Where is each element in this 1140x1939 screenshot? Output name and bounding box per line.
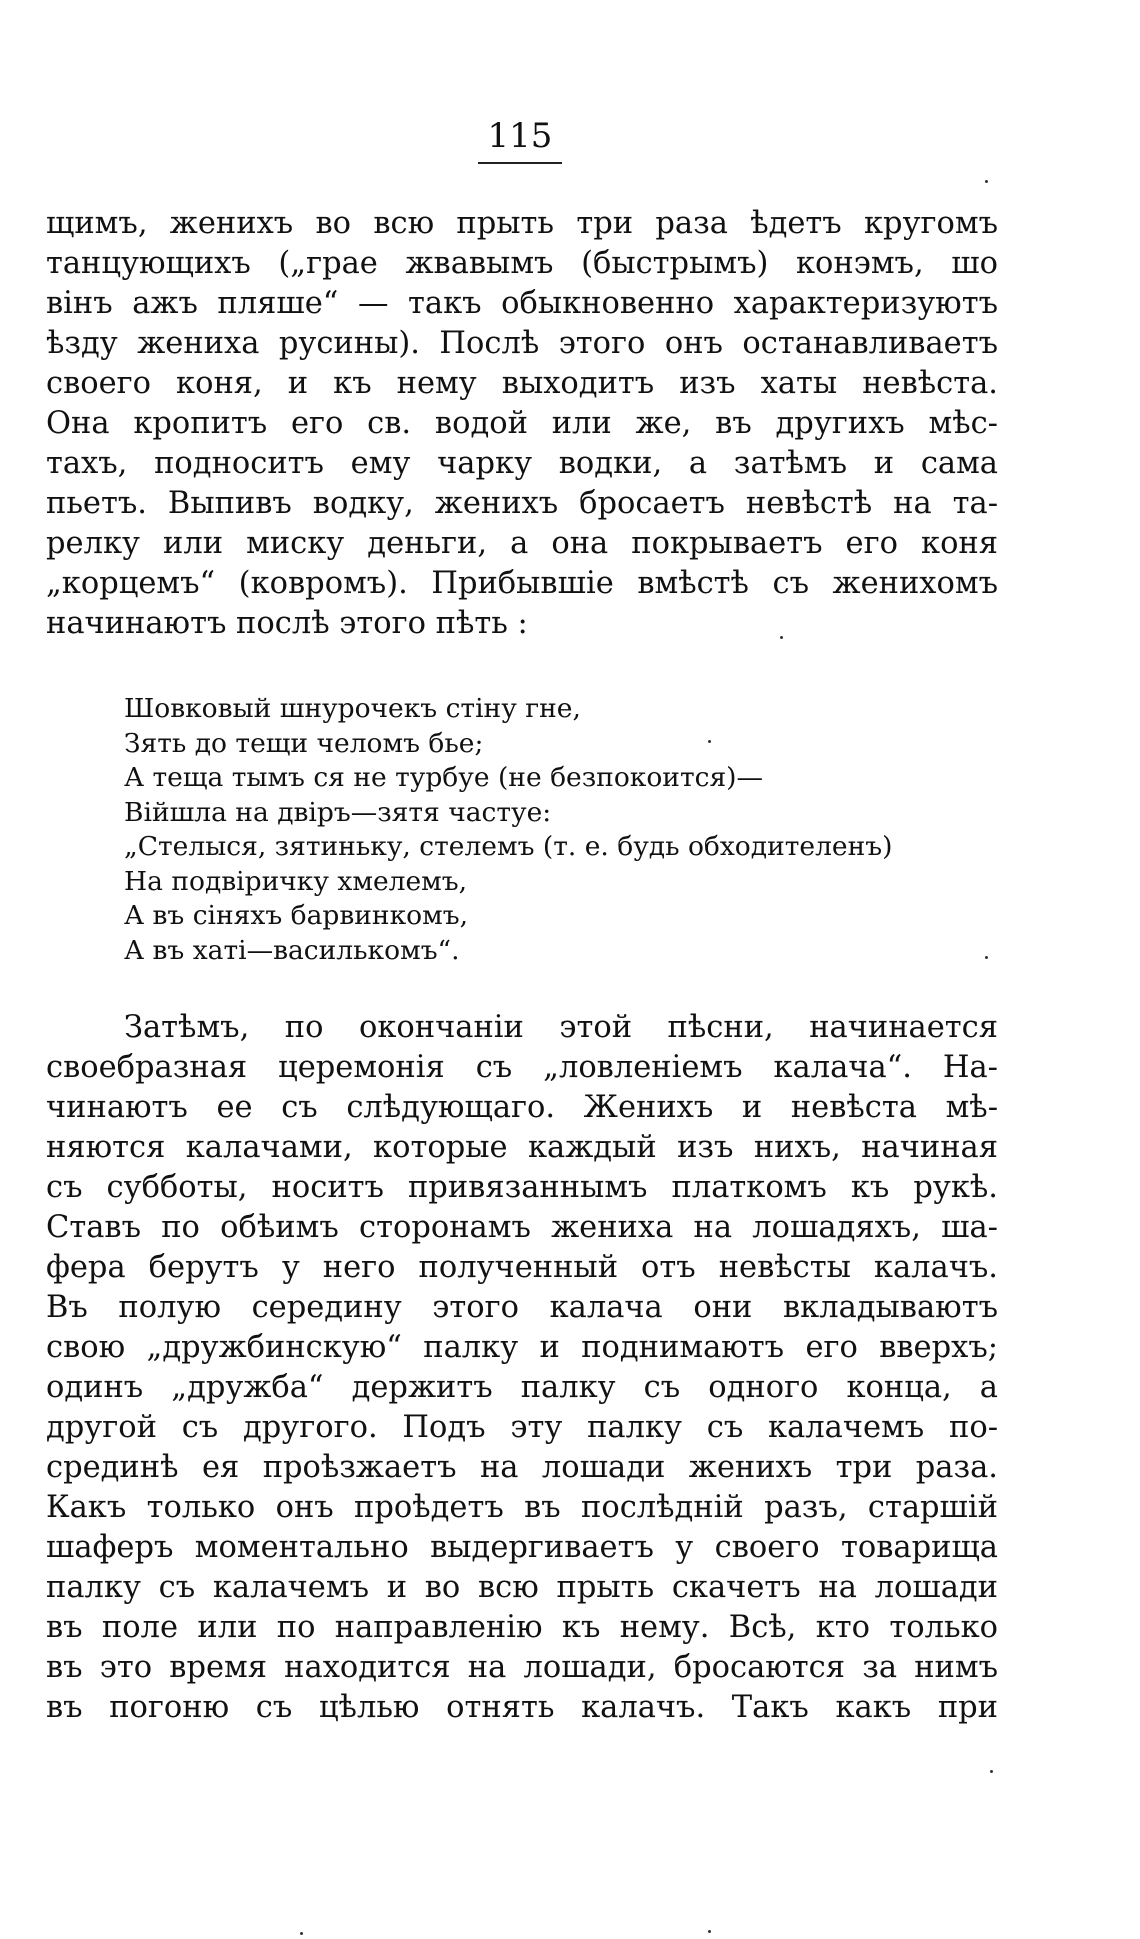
text-line: няются калачами, которые каждый изъ нихъ, начиная <box>46 1130 998 1165</box>
text-line: Въ полую середину этого калача они вкладываютъ <box>46 1290 998 1325</box>
text-line: въ это время находится на лошади, бросаются за нимъ <box>46 1650 998 1685</box>
verse-line: Шовковый шнурочекъ стіну гне, <box>124 693 581 724</box>
text-line: релку или миску деньги, а она покрываетъ его коня <box>46 526 998 561</box>
paragraph-2 <box>46 1008 998 1728</box>
print-speck <box>708 1930 711 1933</box>
text-line: своего коня, и къ нему выходитъ изъ хаты невѣста. <box>46 366 998 401</box>
text-line: Какъ только онъ проѣдетъ въ послѣдній разъ, старшій <box>46 1490 998 1525</box>
text-line: другой съ другого. Подъ эту палку съ калачемъ по- <box>46 1410 998 1445</box>
print-speck <box>985 180 988 183</box>
text-line: Ставъ по обѣимъ сторонамъ жениха на лошадяхъ, ша- <box>46 1210 998 1245</box>
verse-line: На подвіричку хмелемъ, <box>124 865 468 897</box>
verse-line: Зять до тещи челомъ бье; <box>124 727 484 759</box>
text-line: тахъ, подноситъ ему чарку водки, а затѣмъ и сама <box>46 446 998 481</box>
verse-line: „Стелыся, зятиньку, стелемъ (т. е. будь обходителенъ) <box>124 831 893 862</box>
text-line: „корцемъ“ (ковромъ). Прибывшіе вмѣстѣ съ женихомъ <box>46 566 998 601</box>
text-line: одинъ „дружба“ держитъ палку съ одного конца, а <box>46 1370 998 1405</box>
text-line: фера берутъ у него полученный отъ невѣсты калачъ. <box>46 1250 998 1285</box>
print-speck <box>708 740 711 743</box>
paragraph-1 <box>46 204 998 644</box>
print-speck <box>300 1932 303 1935</box>
song-verse <box>124 692 1004 968</box>
text-line: начинаютъ послѣ этого пѣть : <box>46 606 528 641</box>
verse-line: А въ хаті—василькомъ“. <box>124 934 460 966</box>
page-number-rule <box>478 162 562 164</box>
text-line: шаферъ моментально выдергиваетъ у своего товарища <box>46 1530 998 1565</box>
text-line: съ субботы, носитъ привязаннымъ платкомъ къ рукѣ. <box>46 1170 998 1205</box>
text-line: въ погоню съ цѣлью отнять калачъ. Такъ какъ при <box>46 1690 998 1725</box>
verse-line: А въ сіняхъ барвинкомъ, <box>124 900 468 931</box>
page-number: 115 <box>487 116 553 156</box>
text-line: Она кропитъ его св. водой или же, въ другихъ мѣс- <box>46 406 998 441</box>
text-line: пьетъ. Выпивъ водку, женихъ бросаетъ невѣстѣ на та- <box>46 486 998 521</box>
text-line: чинаютъ ее съ слѣдующаго. Женихъ и невѣста мѣ- <box>46 1090 998 1125</box>
text-line: ѣзду жениха русины). Послѣ этого онъ останавливаетъ <box>46 326 998 361</box>
text-line: свою „дружбинскую“ палку и поднимаютъ его вверхъ; <box>46 1330 998 1365</box>
text-line: танцующихъ („грае жвавымъ (быстрымъ) конэмъ, шо <box>46 246 998 281</box>
text-line: палку съ калачемъ и во всю прыть скачетъ на лошади <box>46 1570 998 1605</box>
print-speck <box>780 636 783 639</box>
text-line: щимъ, женихъ во всю прыть три раза ѣдетъ кругомъ <box>46 206 998 241</box>
text-line: своебразная церемонія съ „ловленіемъ калача“. На- <box>46 1050 998 1085</box>
text-line: срединѣ ея проѣзжаетъ на лошади женихъ три раза. <box>46 1450 998 1485</box>
verse-line: А теща тымъ ся не турбуе (не безпокоится)— <box>124 762 764 793</box>
print-speck <box>985 956 988 959</box>
text-line: въ поле или по направленію къ нему. Всѣ, кто только <box>46 1610 998 1645</box>
text-line: Затѣмъ, по окончаніи этой пѣсни, начинается <box>124 1010 998 1045</box>
text-line: вінъ ажъ пляше“ — такъ обыкновенно характеризуютъ <box>46 286 998 321</box>
verse-line: Війшла на двіръ—зятя частуе: <box>124 796 552 828</box>
print-speck <box>990 1770 993 1773</box>
